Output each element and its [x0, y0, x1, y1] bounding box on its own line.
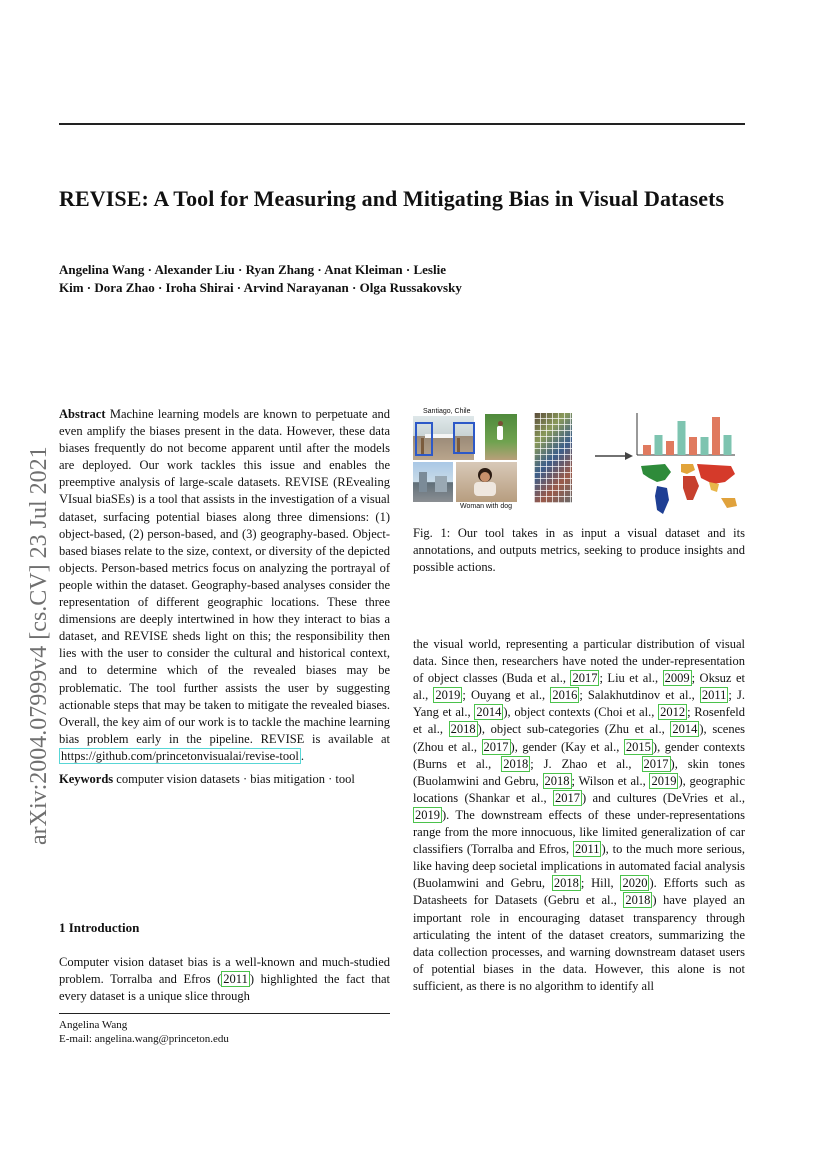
bar-7 — [724, 435, 732, 455]
citation-link[interactable]: 2019 — [415, 807, 440, 822]
citation-link[interactable]: 2014 — [672, 722, 698, 737]
body-text: ), object contexts (Choi et al., — [503, 705, 659, 720]
body-text: ). The downstream effects of these under-representations range from the more innocuous, like limited generalization of car classifiers (Torralba and Efros, — [413, 807, 745, 857]
body-text: ) have played an important role in encouraging dataset transparency through articulating the intent of the dataset creators, summarizing the data collection processes, and warning downstream dataset users of potential biases in the data. However, this alone is not sufficient, as there is no algorithm to identify all — [413, 893, 745, 993]
bar-1 — [655, 435, 663, 455]
body-text: ), to the much more serious, like having deep societal implications in automated facial analysis (Buolamwini and Gebru, — [413, 842, 745, 891]
body-text: ; Ouyang et al., — [462, 688, 551, 703]
label-woman-with-dog: Woman with dog — [460, 503, 513, 510]
citation-link[interactable]: 2011 — [574, 842, 600, 857]
label-santiago: Santiago, Chile — [423, 408, 471, 415]
body-text: ) and cultures (DeVries et al., — [582, 790, 746, 805]
body-text: ). Efforts such as Datasheets for Datasets (Gebru et al., — [413, 876, 746, 908]
citation-link[interactable]: 2018 — [503, 756, 529, 771]
footnote-email: E-mail: angelina.wang@princeton.edu — [59, 1033, 229, 1045]
citation-link[interactable]: 2020 — [622, 876, 648, 891]
citation-link[interactable]: 2018 — [544, 773, 570, 788]
right-column — [413, 636, 745, 995]
header-rule — [59, 123, 745, 125]
citation-link[interactable]: 2019 — [651, 773, 677, 788]
photo-dining-room — [413, 416, 474, 460]
footnote-rule — [59, 1013, 390, 1014]
intro-text-a: Computer vision dataset bias is a well-known and much-studied problem. Torralba and Efros ( — [59, 955, 390, 987]
world-map-icon — [635, 460, 743, 520]
body-text: ), scenes (Zhou et al., — [413, 722, 745, 754]
body-text: ), geographic locations (Shankar et al., — [413, 773, 745, 805]
keywords — [59, 771, 390, 788]
bar-chart-icon — [635, 412, 737, 456]
citation-link[interactable]: 2018 — [625, 893, 651, 908]
abstract-end: . — [300, 748, 304, 763]
figure-caption: Fig. 1: Our tool takes in as input a visual dataset and its annotations, and outputs metrics, seeking to produce insights and possible actions. — [413, 526, 745, 575]
bar-3 — [678, 421, 686, 455]
citation-link[interactable]: 2014 — [476, 705, 502, 720]
body-text: ), object sub-categories (Zhu et al., — [477, 722, 671, 737]
body-text: ; Rosenfeld et al., — [413, 705, 745, 737]
introduction-paragraph — [59, 954, 390, 1005]
citation-link[interactable]: 2016 — [552, 688, 578, 703]
bar-4 — [689, 437, 697, 455]
footnote-author: Angelina Wang — [59, 1019, 128, 1031]
arrow-icon — [594, 450, 634, 462]
repository-link[interactable]: https://github.com/princetonvisualai/revise-tool — [61, 748, 299, 763]
body-text: ), skin tones (Buolamwini and Gebru, — [413, 756, 745, 788]
citation-link[interactable]: 2017 — [572, 671, 598, 686]
author-list — [59, 261, 659, 297]
authors-line-2: Kim · Dora Zhao · Iroha Shirai · Arvind Narayanan · Olga Russakovsky — [59, 280, 462, 295]
body-text: ; J. Zhao et al., — [530, 756, 642, 771]
bar-5 — [701, 437, 709, 455]
citation-link[interactable]: 2017 — [483, 739, 509, 754]
thumbnail-grid — [534, 413, 572, 503]
citation-link[interactable]: 2018 — [553, 876, 579, 891]
photo-baseball — [485, 414, 517, 460]
citation-link[interactable]: 2019 — [435, 688, 461, 703]
body-text: ), gender contexts (Burns et al., — [413, 739, 745, 771]
authors-line-1: Angelina Wang · Alexander Liu · Ryan Zhang · Anat Kleiman · Leslie — [59, 262, 446, 277]
intro-text-b: ) highlighted the fact that every dataset is a unique slice through — [59, 972, 390, 1004]
footnote — [59, 1018, 229, 1046]
citation-link[interactable]: 2011 — [701, 688, 727, 703]
body-text: the visual world, representing a particular distribution of visual data. Since then, researchers have noted the under-representation of object classes (Buda et al., — [413, 637, 745, 686]
body-text: ; J. Yang et al., — [413, 688, 746, 720]
photo-woman-with-dog — [456, 462, 517, 502]
keywords-label: Keywords — [59, 771, 114, 786]
bar-0 — [643, 445, 651, 455]
body-text: ; Hill, — [580, 876, 621, 891]
citation-link[interactable]: 2018 — [450, 722, 476, 737]
section-heading-introduction: 1 Introduction — [59, 920, 140, 935]
left-column — [59, 406, 390, 788]
arxiv-identifier: arXiv:2004.07999v4 [cs.CV] 23 Jul 2021 — [26, 446, 52, 845]
bar-6 — [712, 417, 720, 455]
photo-street — [413, 462, 453, 502]
citation-link[interactable]: 2017 — [643, 756, 669, 771]
abstract — [59, 406, 390, 765]
figure-1 — [413, 404, 745, 524]
abstract-label: Abstract — [59, 407, 106, 421]
citation-link[interactable]: 2015 — [625, 739, 651, 754]
keywords-text: computer vision datasets · bias mitigation · tool — [116, 771, 355, 786]
body-text: ; Wilson et al., — [571, 773, 650, 788]
citation-link[interactable]: 2012 — [660, 705, 686, 720]
abstract-text: Machine learning models are known to perpetuate and even amplify the biases present in the data. However, these data biases frequently do not become apparent until after the models are deployed. Our work tackles this issue and enables the preemptive analysis of large-scale datasets. REVISE (REvealing VIsual biaSEs) is a tool that assists in the investigation of a visual dataset, surfacing potential biases along three dimensions: (1) object-based, (2) person-based, and (3) geography-based. Object-based biases relate to the size, context, or diversity of the depicted objects. Person-based metrics focus on analyzing the portrayal of people within the dataset. Geography-based analyses consider the representation of different geographic locations. These three dimensions are deeply intertwined in how they interact to bias a dataset, and REVISE sheds light on this; the responsibility then lies with the user to consider the cultural and historical context, and to determine which of the revealed biases may be problematic. The tool further assists the user by suggesting actionable steps that may be taken to mitigate the revealed biases. Overall, the key aim of our work is to tackle the machine learning bias problem early in the pipeline. REVISE is available at — [59, 407, 391, 746]
bar-2 — [666, 441, 674, 455]
body-text: ), gender (Kay et al., — [510, 739, 624, 754]
citation-link[interactable]: 2011 — [223, 972, 248, 987]
paper-title: REVISE: A Tool for Measuring and Mitigating Bias in Visual Datasets — [59, 186, 725, 211]
body-text: ; Oksuz et al., — [413, 671, 745, 703]
body-text: ; Liu et al., — [599, 671, 663, 686]
body-text: ; Salakhutdinov et al., — [579, 688, 700, 703]
citation-link[interactable]: 2009 — [664, 671, 690, 686]
citation-link[interactable]: 2017 — [555, 790, 581, 805]
